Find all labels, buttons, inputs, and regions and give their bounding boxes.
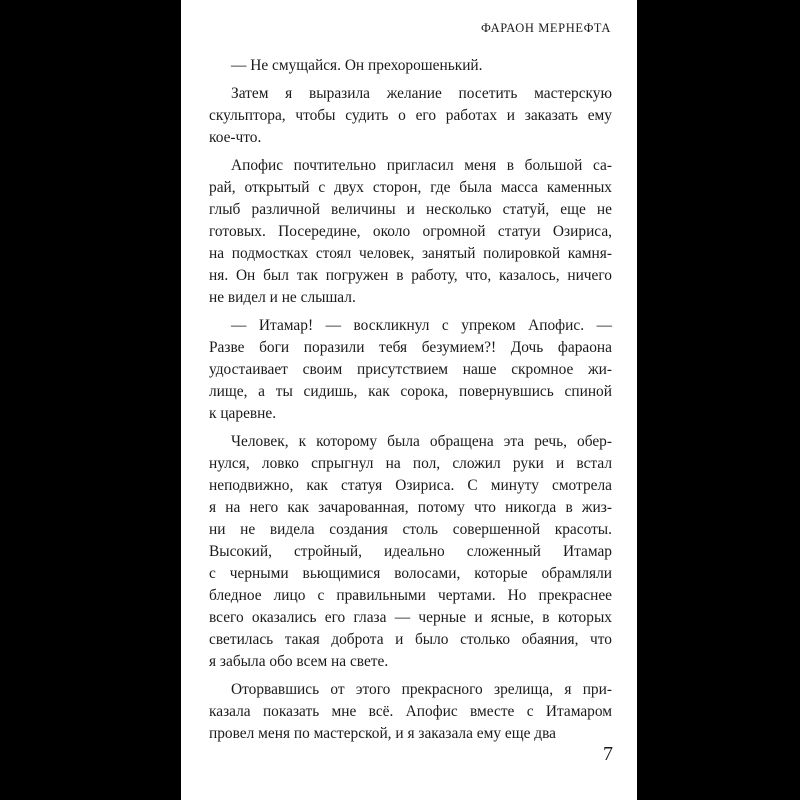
text-line: Затем я выразила желание посетить мастерскую [231,85,612,102]
text-line: я на него как зачарованная, потому что никогда в жиз- [209,499,612,516]
text-line: светилась такая доброта и было столько обаяния, что [209,631,612,648]
text-line: неподвижно, как статуя Озириса. С минуту смотрела [209,477,612,494]
text-line: Высокий, стройный, идеально сложенный Итамар [209,543,612,560]
text-line: к царевне. [209,405,277,422]
paragraph [209,55,612,77]
page-number: 7 [603,743,613,765]
paragraph [209,679,612,745]
text-line: бледное лицо с правильными чертами. Но прекраснее [209,587,612,604]
paragraph [209,155,612,309]
text-line: кое-что. [209,129,262,146]
text-line: рай, открытый с двух сторон, где была масса каменных [209,179,612,196]
text-line: казала показать мне всё. Апофис вместе с Итамаром [209,703,612,720]
text-line: — Не смущайся. Он прехорошенький. [231,57,483,74]
text-line: провел меня по мастерской, и я заказала ему еще два [209,725,556,742]
text-line: Человек, к которому была обращена эта речь, обер- [231,433,612,450]
text-line: не видел и не слышал. [209,289,356,306]
text-line: на подмостках стоял человек, занятый полировкой камня- [209,245,612,262]
text-line: с черными вьющимися волосами, которые обрамляли [209,565,612,582]
text-line: скульптора, чтобы судить о его работах и заказать ему [209,107,612,124]
paragraph [209,431,612,673]
text-line: — Итамар! — воскликнул с упреком Апофис. — [231,317,612,334]
text-line: ни не видела создания столь совершенной красоты. [209,521,612,538]
text-line: Разве боги поразили тебя безумием?! Дочь фараона [209,339,612,356]
running-header: ФАРАОН МЕРНЕФТА [480,21,611,35]
text-line: лище, а ты сидишь, как сорока, повернувшись спиной [209,383,612,400]
text-line: ня. Он был так погружен в работу, что, казалось, ничего [209,267,612,284]
text-line: готовых. Посередине, около огромной статуи Озириса, [209,223,612,240]
text-line: нулся, ловко спрыгнул на пол, сложил руки и встал [209,455,612,472]
text-line: всего оказались его глаза — черные и ясные, в которых [209,609,612,626]
paragraph [209,315,612,425]
text-line: я забыла обо всем на свете. [209,653,389,670]
text-line: Апофис почтительно пригласил меня в большой са- [231,157,612,174]
text-line: Оторвавшись от этого прекрасного зрелища, я при- [231,681,612,698]
text-line: глыб различной величины и несколько статуй, еще не [209,201,612,218]
book-page [181,0,637,800]
paragraph [209,83,612,149]
body-text [209,55,612,751]
text-line: удостаивает своим присутствием наше скромное жи- [209,361,612,378]
